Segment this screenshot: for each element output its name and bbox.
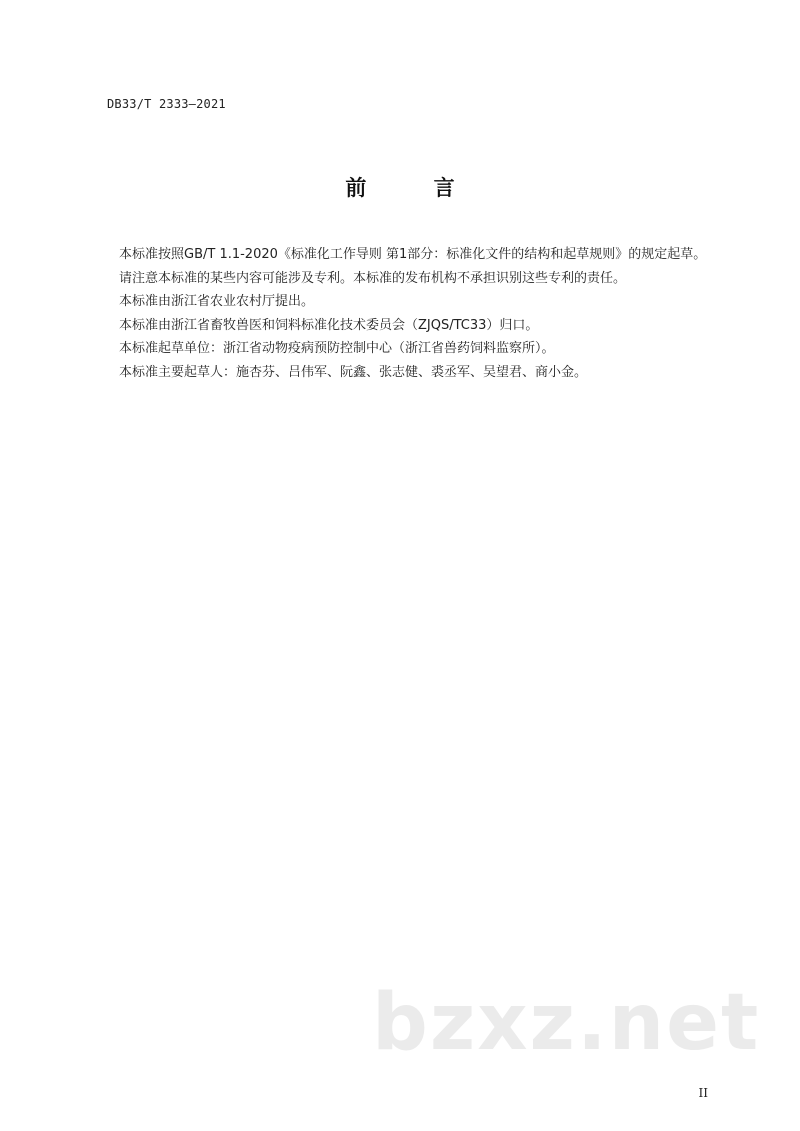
- standard-code: DB33/T 2333—2021: [107, 97, 226, 111]
- page-title: 前 言: [345, 176, 485, 200]
- paragraph-drafters: 本标准主要起草人：施杏芬、吕伟军、阮鑫、张志健、裘丞军、吴望君、商小金。: [119, 364, 588, 380]
- page-number: II: [698, 1086, 708, 1100]
- watermark: bzxz.net: [372, 978, 761, 1068]
- paragraph-proposer: 本标准由浙江省农业农村厅提出。: [119, 294, 315, 309]
- paragraph-drafting-unit: 本标准起草单位：浙江省动物疫病预防控制中心（浙江省兽药饲料监察所）。: [119, 341, 555, 356]
- paragraph-committee: 本标准由浙江省畜牧兽医和饲料标准化技术委员会（ZJQS/TC33）归口。: [119, 317, 539, 333]
- paragraph-patent-notice: 请注意本标准的某些内容可能涉及专利。本标准的发布机构不承担识别这些专利的责任。: [119, 270, 627, 286]
- paragraph-drafting-rules: 本标准按照GB/T 1.1-2020《标准化工作导则 第1部分：标准化文件的结构和起草规则》的规定起草。: [119, 247, 707, 262]
- foreword-body: [82, 244, 742, 385]
